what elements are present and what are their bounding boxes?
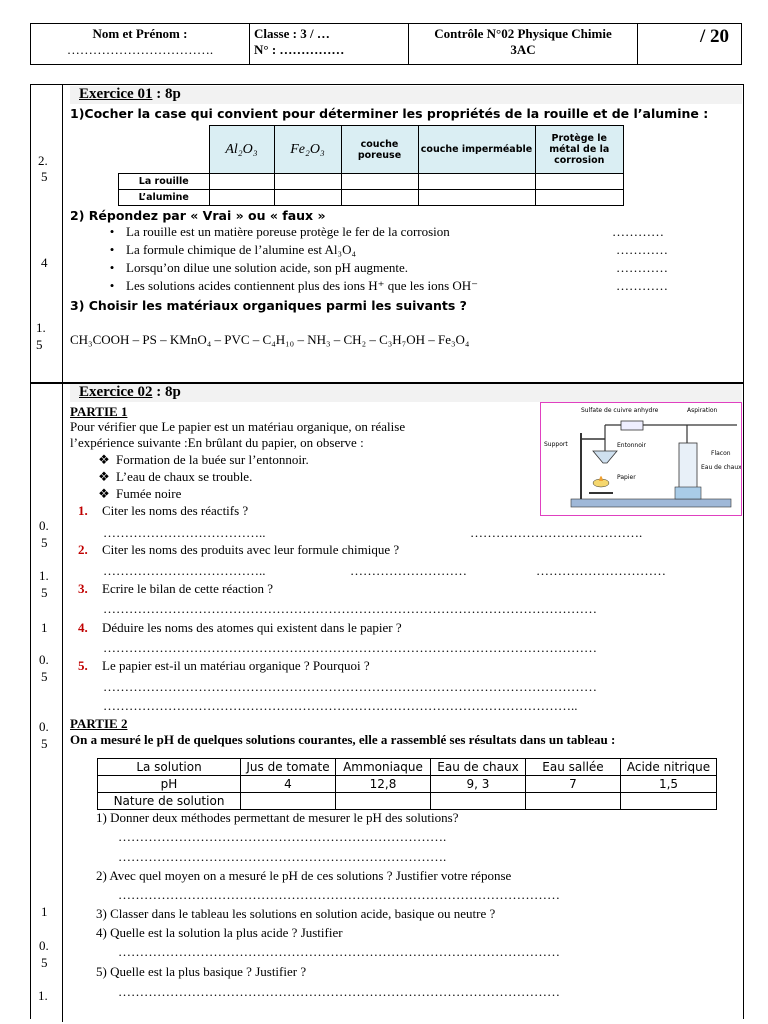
funnel-shape — [593, 451, 617, 463]
answer-dots[interactable]: ………………………………………………………………………………………… — [118, 887, 560, 902]
table-header-cell: Acide nitrique — [621, 759, 717, 776]
observation-text: L’eau de chaux se trouble. — [116, 469, 253, 484]
question-text: Citer les noms des produits avec leur formule chimique ? — [102, 542, 400, 557]
statement-text: La rouille est un matière poreuse protège le fer de la corrosion — [126, 224, 450, 239]
mark: 1. — [36, 320, 46, 335]
question-text: Le papier est-il un matériau organique ? Pourquoi ? — [102, 658, 370, 673]
answer-dots[interactable]: …………………………………………………………………………………………………… — [103, 601, 597, 616]
mark: 1. — [39, 568, 49, 583]
ex1-q3: 3) Choisir les matériaux organiques parmi les suivants ? — [70, 298, 467, 313]
name-cell[interactable] — [31, 24, 250, 65]
table-row — [98, 759, 717, 776]
observation-text: Formation de la buée sur l’entonnoir. — [116, 452, 309, 467]
list-item — [98, 242, 718, 260]
ph-table — [97, 758, 717, 810]
question-number: 1. — [78, 503, 88, 518]
mark: 1 — [41, 620, 48, 635]
sulfate-tube — [621, 421, 643, 430]
bullet-icon: • — [109, 260, 115, 275]
exam-title: Contrôle N°02 Physique Chimie — [434, 26, 612, 41]
partie-2-intro: On a mesuré le pH de quelques solutions courantes, elle a rassemblé ses résultats dans un tableau : — [70, 732, 616, 747]
answer-dots[interactable]: ……………………… — [350, 563, 467, 578]
statement-text: Lorsqu’on dilue une solution acide, son pH augmente. — [126, 260, 408, 275]
mark: 5 — [41, 535, 48, 550]
table-header-cell: La solution — [98, 759, 241, 776]
question-3 — [78, 581, 273, 597]
table-corner — [119, 126, 210, 174]
statement-list — [98, 224, 718, 296]
checkbox-cell[interactable] — [418, 190, 535, 206]
mark: 0. — [39, 719, 49, 734]
flask-shape — [679, 443, 697, 493]
ex1-points: : 8p — [156, 86, 181, 102]
answer-dots[interactable]: ………… — [612, 224, 664, 239]
bullet-icon: • — [109, 224, 115, 239]
answer-dots[interactable]: ………… — [616, 242, 668, 257]
checkbox-cell[interactable] — [535, 174, 624, 190]
diagram-base — [571, 499, 731, 507]
mark: 5 — [41, 736, 48, 751]
p2-question-5: 5) Quelle est la plus basique ? Justifier ? — [96, 964, 307, 979]
table-cell: 12,8 — [336, 776, 431, 793]
label-flacon: Flacon — [711, 450, 731, 457]
ex1-title: Exercice 01 — [79, 86, 153, 102]
ex1-q1: 1)Cocher la case qui convient pour déterminer les propriétés de la rouille et de l’alumine : — [70, 106, 709, 121]
checkbox-cell[interactable] — [535, 190, 624, 206]
checkbox-cell[interactable] — [418, 174, 535, 190]
checkbox-cell[interactable] — [341, 174, 418, 190]
question-5 — [78, 658, 370, 674]
bullet-icon: • — [109, 278, 115, 293]
table-cell: 1,5 — [621, 776, 717, 793]
mark: 0. — [39, 518, 49, 533]
experiment-diagram — [540, 402, 742, 516]
answer-dots[interactable]: ……………………………………………………………………………………………….. — [103, 698, 578, 713]
answer-dots[interactable]: ………………………… — [536, 563, 666, 578]
table-cell: pH — [98, 776, 241, 793]
ex2-heading — [79, 384, 181, 401]
checkbox-cell[interactable] — [274, 174, 341, 190]
table-header-cell: Jus de tomate — [241, 759, 336, 776]
answer-dots[interactable]: ………… — [616, 260, 668, 275]
answer-dots[interactable]: ……………………………….. — [103, 525, 266, 540]
question-2 — [78, 542, 399, 558]
flame-icon — [599, 476, 603, 481]
table-cell: Nature de solution — [98, 793, 241, 810]
checkbox-cell[interactable] — [341, 190, 418, 206]
label-entonnoir: Entonnoir — [617, 442, 647, 449]
partie-2-title: PARTIE 2 — [70, 716, 128, 731]
col-al2o3: Al₂O₃ — [209, 126, 274, 174]
label-support: Support — [544, 441, 568, 448]
question-text: Déduire les noms des atomes qui existent dans le papier ? — [102, 620, 402, 635]
mark: 1. — [38, 988, 48, 1003]
answer-dots[interactable]: ………………………………………………………………………………………… — [118, 944, 560, 959]
p2-question-3: 3) Classer dans le tableau les solutions en solution acide, basique ou neutre ? — [96, 906, 496, 921]
ex2-intro-line2: l’expérience suivante :En brûlant du papier, on observe : — [70, 435, 364, 450]
question-4 — [78, 620, 402, 636]
ex2-intro-line1: Pour vérifier que Le papier est un matériau organique, on réalise — [70, 419, 406, 434]
answer-cell[interactable] — [621, 793, 717, 810]
mark: 1 — [41, 904, 48, 919]
label-aspiration: Aspiration — [687, 407, 718, 414]
p2-question-4: 4) Quelle est la solution la plus acide ? Justifier — [96, 925, 343, 940]
mark: 2. — [38, 153, 48, 168]
answer-dots[interactable]: ………………………………………………………………………………………… — [118, 984, 560, 999]
p2-question-2: 2) Avec quel moyen on a mesuré le pH de ces solutions ? Justifier votre réponse — [96, 868, 512, 883]
observation-list — [92, 452, 309, 503]
materials-list: CH₃COOH – PS – KMnO₄ – PVC – C₄H₁₀ – NH₃ – CH₂ – C₃H₇OH – Fe₃O₄ — [70, 332, 470, 347]
mark: 5 — [36, 337, 43, 352]
col-fe2o3: Fe₂O₃ — [274, 126, 341, 174]
answer-dots[interactable]: …………………………………………………………………………………………………… — [103, 640, 597, 655]
mark: 4 — [41, 255, 48, 270]
header-table — [30, 23, 742, 65]
question-number: 5. — [78, 658, 88, 673]
table-header-cell: Eau de chaux — [431, 759, 526, 776]
mark: 5 — [41, 669, 48, 684]
question-number: 3. — [78, 581, 88, 596]
observation-text: Fumée noire — [116, 486, 182, 501]
answer-cell[interactable] — [241, 793, 336, 810]
mark: 5 — [41, 169, 48, 184]
list-item — [92, 469, 309, 486]
score-cell[interactable] — [638, 24, 742, 65]
mark: 0. — [39, 938, 49, 953]
title-cell — [409, 24, 638, 65]
label-papier: Papier — [617, 474, 636, 481]
row-alumine: L’alumine — [119, 190, 210, 206]
table-header-cell: Ammoniaque — [336, 759, 431, 776]
ex1-q2: 2) Répondez par « Vrai » ou « faux » — [70, 208, 326, 223]
mark: 0. — [39, 652, 49, 667]
checkbox-cell[interactable] — [209, 174, 274, 190]
list-item — [98, 224, 718, 242]
partie-1-title: PARTIE 1 — [70, 404, 128, 419]
checkbox-cell[interactable] — [209, 190, 274, 206]
ex2-title: Exercice 02 — [79, 384, 153, 400]
mark: 5 — [41, 955, 48, 970]
col-poreuse: couche poreuse — [341, 126, 418, 174]
bullet-icon: • — [109, 242, 115, 257]
answer-dots[interactable]: …………………………………. — [470, 525, 643, 540]
question-1 — [78, 503, 248, 519]
ex1-heading — [79, 86, 181, 103]
ex2-margin-divider — [62, 382, 63, 1022]
col-protege: Protège le métal de la corrosion — [535, 126, 624, 174]
name-dots: ……………………………. — [66, 42, 214, 57]
answer-dots[interactable]: …………………………………………………………………. — [118, 849, 447, 864]
statement-text: Les solutions acides contiennent plus des ions H⁺ que les ions OH⁻ — [126, 278, 479, 293]
list-item — [98, 260, 718, 278]
table-row — [98, 793, 717, 810]
row-rouille: La rouille — [119, 174, 210, 190]
col-impermeable: couche imperméable — [418, 126, 535, 174]
statement-text: La formule chimique de l’alumine est Al₃O₄ — [126, 242, 357, 257]
diamond-bullet-icon: ❖ — [98, 452, 110, 467]
list-item — [92, 452, 309, 469]
answer-cell[interactable] — [336, 793, 431, 810]
ex1-margin-divider — [62, 84, 63, 382]
lime-water — [675, 487, 701, 499]
class-label: Classe : 3 / … — [254, 26, 330, 41]
diamond-bullet-icon: ❖ — [98, 486, 110, 501]
answer-dots[interactable]: …………………………………………………………………. — [118, 829, 447, 844]
exam-level: 3AC — [510, 42, 536, 57]
number-label: N° : …………… — [254, 42, 345, 57]
question-text: Citer les noms des réactifs ? — [102, 503, 249, 518]
name-label: Nom et Prénom : — [92, 26, 188, 41]
answer-cell[interactable] — [431, 793, 526, 810]
ex2-points: : 8p — [156, 384, 181, 400]
answer-cell[interactable] — [526, 793, 621, 810]
diamond-bullet-icon: ❖ — [98, 469, 110, 484]
answer-dots[interactable]: …………………………………………………………………………………………………… — [103, 679, 597, 694]
question-number: 4. — [78, 620, 88, 635]
p2-question-1: 1) Donner deux méthodes permettant de mesurer le pH des solutions? — [96, 810, 459, 825]
list-item — [92, 486, 309, 503]
question-text: Ecrire le bilan de cette réaction ? — [102, 581, 274, 596]
table-header-cell: Eau sallée — [526, 759, 621, 776]
label-sulfate: Sulfate de cuivre anhydre — [581, 407, 659, 414]
class-cell[interactable] — [250, 24, 409, 65]
table-row — [98, 776, 717, 793]
table-cell: 4 — [241, 776, 336, 793]
label-eau-de-chaux: Eau de chaux — [701, 464, 741, 471]
mark: 5 — [41, 585, 48, 600]
checkbox-cell[interactable] — [274, 190, 341, 206]
table-cell: 7 — [526, 776, 621, 793]
table-cell: 9, 3 — [431, 776, 526, 793]
question-number: 2. — [78, 542, 88, 557]
list-item — [98, 278, 718, 296]
answer-dots[interactable]: ………… — [616, 278, 668, 293]
answer-dots[interactable]: ……………………………….. — [103, 563, 266, 578]
properties-table — [118, 125, 624, 206]
score-total: / 20 — [699, 26, 729, 47]
diagram-svg — [541, 403, 741, 515]
